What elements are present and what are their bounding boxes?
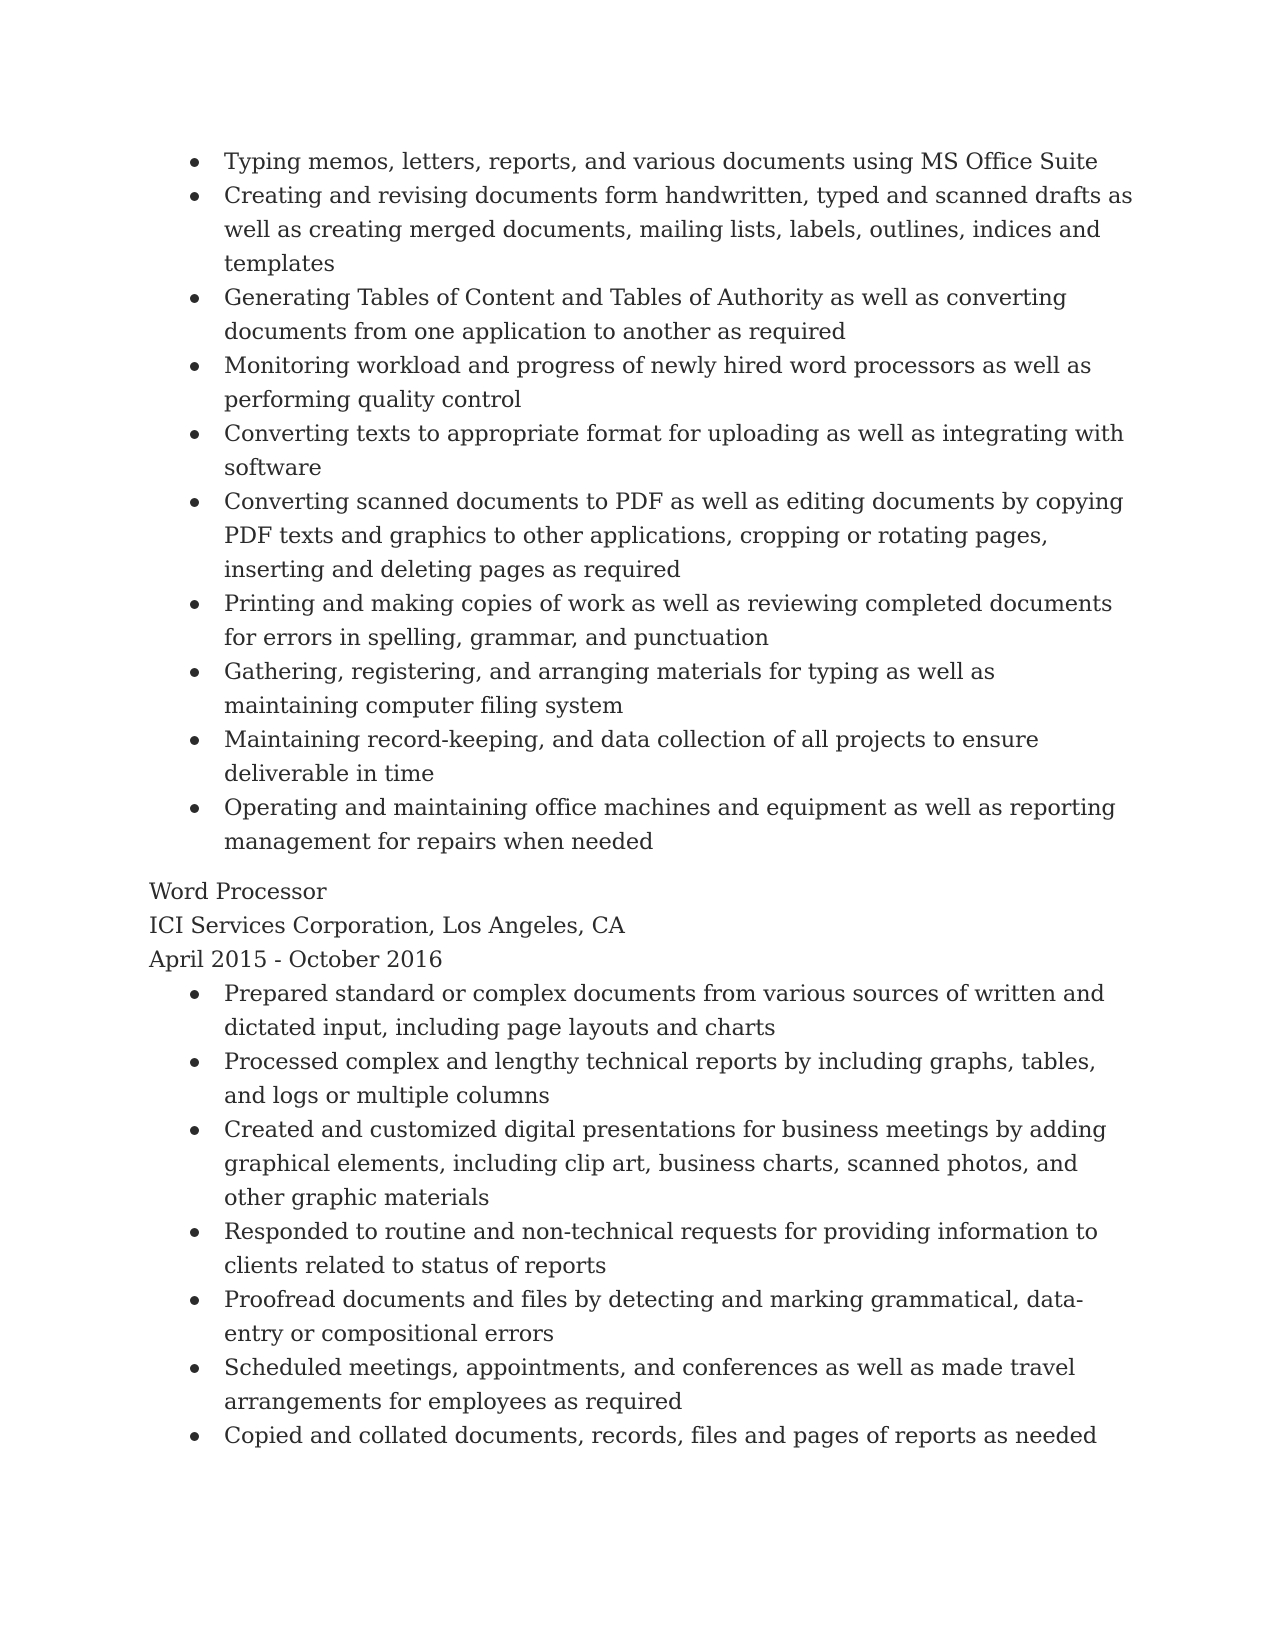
list-item bbox=[149, 281, 1134, 349]
bullet-icon bbox=[190, 1058, 199, 1067]
list-item-text: Responded to routine and non-technical requests for providing information to clients related to status of reports bbox=[224, 1219, 1098, 1279]
list-item-text: Converting scanned documents to PDF as well as editing documents by copying PDF texts and graphics to other applications, cropping or rotating pages, inserting and deleting pages as required bbox=[224, 489, 1124, 583]
list-item bbox=[149, 1045, 1134, 1113]
list-item bbox=[149, 1113, 1134, 1215]
list-item bbox=[149, 145, 1134, 179]
list-item-text: Converting texts to appropriate format for uploading as well as integrating with software bbox=[224, 421, 1124, 481]
list-item-text: Operating and maintaining office machines and equipment as well as reporting management for repairs when needed bbox=[224, 795, 1116, 855]
job-title: Word Processor bbox=[149, 879, 327, 905]
list-item-text: Created and customized digital presentations for business meetings by adding graphical elements, including clip art, business charts, scanned photos, and other graphic materials bbox=[224, 1117, 1107, 1211]
company-name: ICI Services Corporation, Los Angeles, CA bbox=[149, 913, 625, 939]
previous-job-duties-list bbox=[149, 145, 1134, 859]
bullet-icon bbox=[190, 158, 199, 167]
document-content bbox=[149, 145, 1134, 1453]
bullet-icon bbox=[190, 498, 199, 507]
list-item-text: Prepared standard or complex documents from various sources of written and dictated input, including page layouts and charts bbox=[224, 981, 1105, 1041]
list-item bbox=[149, 1351, 1134, 1419]
job-header bbox=[149, 875, 1134, 977]
list-item bbox=[149, 1283, 1134, 1351]
list-item-text: Scheduled meetings, appointments, and conferences as well as made travel arrangements for employees as required bbox=[224, 1355, 1076, 1415]
list-item bbox=[149, 417, 1134, 485]
list-item-text: Printing and making copies of work as well as reviewing completed documents for errors in spelling, grammar, and punctuation bbox=[224, 591, 1113, 651]
list-item bbox=[149, 655, 1134, 723]
list-item bbox=[149, 791, 1134, 859]
bullet-icon bbox=[190, 1364, 199, 1373]
bullet-icon bbox=[190, 1228, 199, 1237]
employment-dates: April 2015 - October 2016 bbox=[149, 947, 443, 973]
bullet-icon bbox=[190, 1296, 199, 1305]
list-item bbox=[149, 349, 1134, 417]
list-item-text: Maintaining record-keeping, and data collection of all projects to ensure deliverable in time bbox=[224, 727, 1039, 787]
list-item bbox=[149, 977, 1134, 1045]
word-processor-duties-list bbox=[149, 977, 1134, 1453]
list-item bbox=[149, 1215, 1134, 1283]
list-item-text: Proofread documents and files by detecting and marking grammatical, data-entry or compositional errors bbox=[224, 1287, 1084, 1347]
bullet-icon bbox=[190, 736, 199, 745]
list-item bbox=[149, 723, 1134, 791]
list-item bbox=[149, 1419, 1134, 1453]
list-item bbox=[149, 485, 1134, 587]
bullet-icon bbox=[190, 1126, 199, 1135]
list-item-text: Creating and revising documents form handwritten, typed and scanned drafts as well as creating merged documents, mailing lists, labels, outlines, indices and templates bbox=[224, 183, 1133, 277]
bullet-icon bbox=[190, 600, 199, 609]
bullet-icon bbox=[190, 430, 199, 439]
bullet-icon bbox=[190, 192, 199, 201]
list-item-text: Generating Tables of Content and Tables of Authority as well as converting documents from one application to another as required bbox=[224, 285, 1067, 345]
bullet-icon bbox=[190, 990, 199, 999]
list-item-text: Typing memos, letters, reports, and various documents using MS Office Suite bbox=[224, 149, 1098, 175]
list-item-text: Gathering, registering, and arranging materials for typing as well as maintaining computer filing system bbox=[224, 659, 995, 719]
list-item-text: Monitoring workload and progress of newly hired word processors as well as performing quality control bbox=[224, 353, 1092, 413]
bullet-icon bbox=[190, 362, 199, 371]
bullet-icon bbox=[190, 1432, 199, 1441]
list-item-text: Copied and collated documents, records, files and pages of reports as needed bbox=[224, 1423, 1097, 1449]
bullet-icon bbox=[190, 294, 199, 303]
list-item-text: Processed complex and lengthy technical reports by including graphs, tables, and logs or multiple columns bbox=[224, 1049, 1096, 1109]
bullet-icon bbox=[190, 668, 199, 677]
list-item bbox=[149, 587, 1134, 655]
list-item bbox=[149, 179, 1134, 281]
bullet-icon bbox=[190, 804, 199, 813]
